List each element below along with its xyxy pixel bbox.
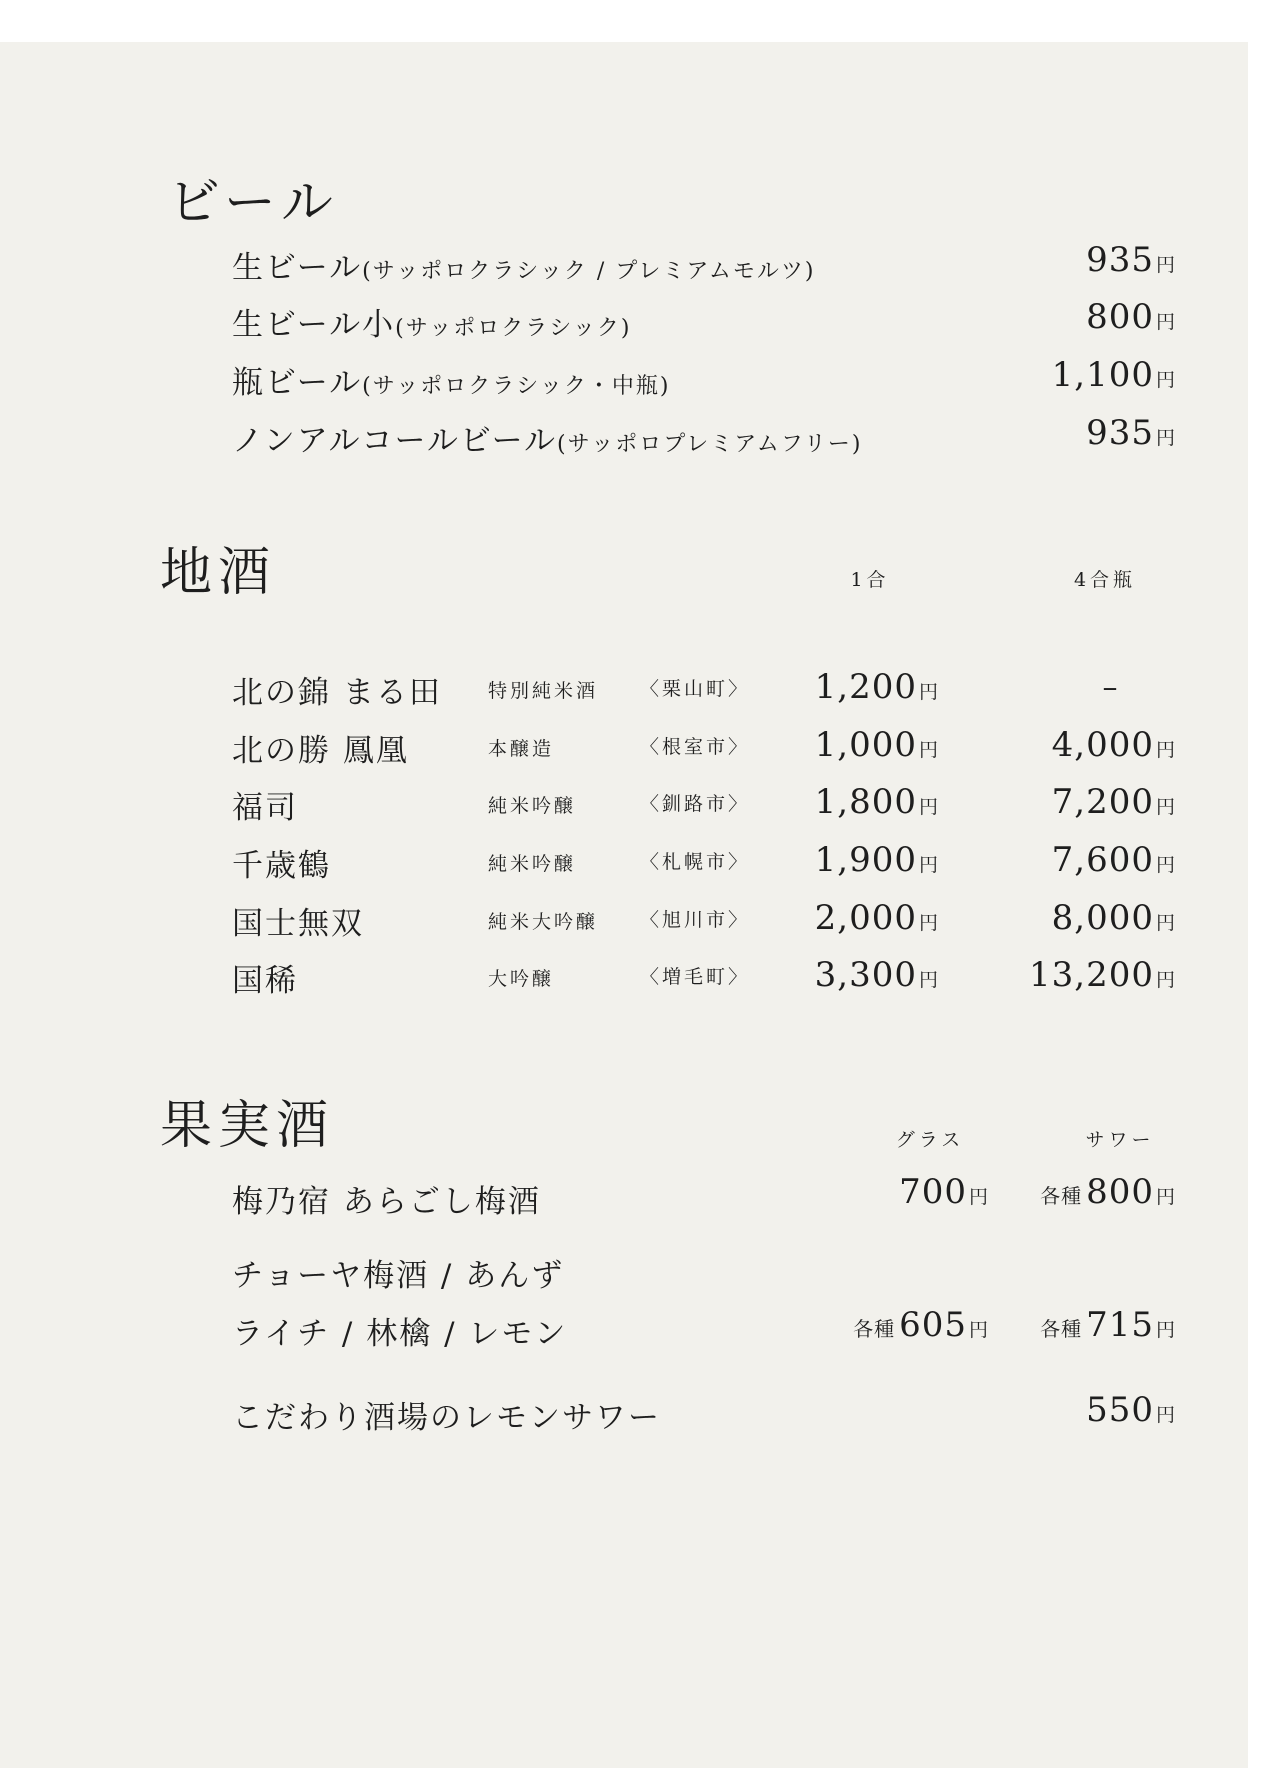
sake-region: 〈増毛町〉 — [640, 966, 751, 988]
beer-item-name: 瓶ビール(サッポロクラシック・中瓶) — [232, 365, 671, 401]
sake-price-ichigo: 3,300 円 — [814, 955, 939, 995]
sake-type: 純米大吟醸 — [488, 911, 599, 933]
sake-name: 北の錦 まる田 — [232, 675, 442, 711]
umenoyado-glass-price: 700 円 — [899, 1172, 989, 1212]
sake-price-ichigo: 1,900 円 — [814, 840, 939, 880]
sake-name: 福司 — [232, 790, 298, 826]
beer-item-price: 1,100 円 — [1051, 355, 1176, 395]
beer-item-name: 生ビール小(サッポロクラシック) — [232, 307, 632, 343]
lemon-sour-name: こだわり酒場のレモンサワー — [232, 1400, 661, 1436]
yen-unit: 円 — [968, 1319, 989, 1341]
beer-item-note: (サッポロクラシック / プレミアムモルツ) — [362, 259, 816, 284]
sake-region: 〈栗山町〉 — [640, 678, 751, 700]
sake-price-yongobin: 7,600 円 — [1051, 840, 1176, 880]
sake-region: 〈根室市〉 — [640, 736, 751, 758]
sake-price-ichigo: 1,000 円 — [814, 725, 939, 765]
fruit-section-title: 果実酒 — [160, 1096, 335, 1156]
lemon-sour-price: 550 円 — [1086, 1390, 1176, 1430]
sake-name: 国士無双 — [232, 906, 364, 942]
sake-price-yongobin: – — [1102, 670, 1118, 705]
yen-unit: 円 — [918, 854, 939, 876]
yen-unit: 円 — [918, 912, 939, 934]
sake-price-yongobin: 7,200 円 — [1051, 782, 1176, 822]
beer-item-price: 935 円 — [1086, 413, 1176, 453]
kakushu-label: 各種 — [1040, 1317, 1083, 1341]
sake-name: 国稀 — [232, 963, 298, 999]
beer-item-note: (サッポロクラシック・中瓶) — [362, 374, 671, 399]
yen-unit: 円 — [1155, 427, 1176, 449]
sake-price-yongobin: 8,000 円 — [1051, 898, 1176, 938]
yen-unit: 円 — [1155, 739, 1176, 761]
choya-sour-price: 各種 715 円 — [1040, 1305, 1176, 1345]
yen-unit: 円 — [968, 1186, 989, 1208]
beer-item-note: (サッポロクラシック) — [395, 316, 632, 341]
sake-name: 北の勝 鳳凰 — [232, 733, 409, 769]
umenoyado-name: 梅乃宿 あらごし梅酒 — [232, 1184, 541, 1220]
yen-unit: 円 — [1155, 854, 1176, 876]
beer-item-price: 800 円 — [1086, 297, 1176, 337]
sake-price-yongobin: 4,000 円 — [1051, 725, 1176, 765]
sake-region: 〈釧路市〉 — [640, 793, 751, 815]
sake-name: 千歳鶴 — [232, 848, 331, 884]
yen-unit: 円 — [918, 969, 939, 991]
sake-price-ichigo: 1,200 円 — [814, 667, 939, 707]
choya-line2: ライチ / 林檎 / レモン — [232, 1316, 568, 1352]
kakushu-label: 各種 — [853, 1317, 896, 1341]
sake-price-yongobin: 13,200 円 — [1029, 955, 1176, 995]
sake-region: 〈札幌市〉 — [640, 851, 751, 873]
yen-unit: 円 — [1155, 969, 1176, 991]
yen-unit: 円 — [918, 681, 939, 703]
sake-type: 本醸造 — [488, 738, 555, 760]
yen-unit: 円 — [1155, 796, 1176, 818]
yen-unit: 円 — [1155, 1404, 1176, 1426]
sake-region: 〈旭川市〉 — [640, 909, 751, 931]
beer-section-title: ビール — [168, 173, 339, 233]
choya-glass-price: 各種 605 円 — [853, 1305, 989, 1345]
fruit-col-sour: サワー — [1085, 1129, 1155, 1151]
fruit-col-glass: グラス — [895, 1129, 965, 1151]
sake-col-yongobin: 4合瓶 — [1073, 569, 1137, 591]
yen-unit: 円 — [1155, 254, 1176, 276]
yen-unit: 円 — [1155, 1319, 1176, 1341]
beer-item-note: (サッポロプレミアムフリー) — [557, 432, 863, 457]
sake-type: 純米吟醸 — [488, 795, 577, 817]
kakushu-label: 各種 — [1040, 1184, 1083, 1208]
beer-item-name: 生ビール(サッポロクラシック / プレミアムモルツ) — [232, 250, 816, 286]
yen-unit: 円 — [918, 739, 939, 761]
beer-item-name: ノンアルコールビール(サッポロプレミアムフリー) — [232, 423, 863, 459]
choya-line1: チョーヤ梅酒 / あんず — [232, 1258, 565, 1294]
sake-price-ichigo: 1,800 円 — [814, 782, 939, 822]
yen-unit: 円 — [1155, 1186, 1176, 1208]
sake-type: 特別純米酒 — [488, 680, 599, 702]
sake-price-ichigo: 2,000 円 — [814, 898, 939, 938]
sake-type: 純米吟醸 — [488, 853, 577, 875]
yen-unit: 円 — [1155, 369, 1176, 391]
yen-unit: 円 — [1155, 311, 1176, 333]
yen-unit: 円 — [918, 796, 939, 818]
sake-section-title: 地酒 — [160, 543, 277, 603]
beer-item-price: 935 円 — [1086, 240, 1176, 280]
yen-unit: 円 — [1155, 912, 1176, 934]
umenoyado-sour-price: 各種 800 円 — [1040, 1172, 1176, 1212]
sake-type: 大吟醸 — [488, 968, 555, 990]
sake-col-ichigo: 1合 — [850, 569, 890, 591]
